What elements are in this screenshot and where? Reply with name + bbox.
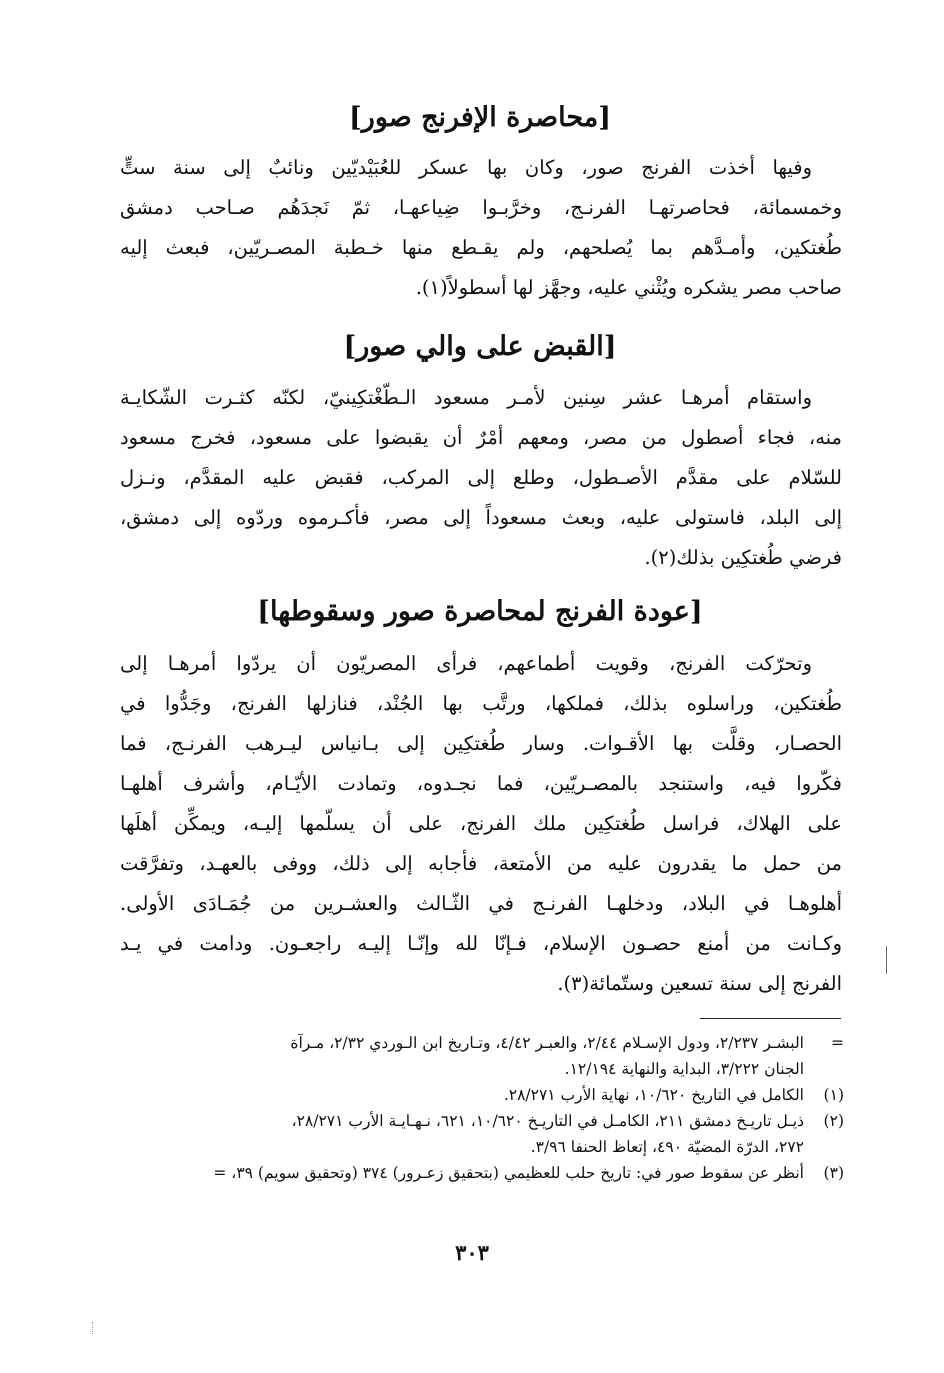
footnote-text: البشـر ٢/٢٣٧، ودول الإسـلام ٢/٤٤، والعبـر ٤/٤٢، وتـاريخ ابن الـوردي ٢/٣٢، مـرآة <box>290 1034 804 1052</box>
text-line: الفرنج إلى سنة تسعين وستّمائة(٣). <box>557 972 842 995</box>
section-heading-siege-of-tyre: [محاصرة الإفرنج صور] <box>349 102 611 133</box>
footnote-text: الجنان ٣/٢٢٢، البداية والنهاية ١٢/١٩٤. <box>564 1060 804 1078</box>
footnote-continuation <box>118 1030 844 1082</box>
footnote-1 <box>118 1082 844 1108</box>
footnote-text: أنظر عن سقوط صور في: تاريخ حلب للعظيمي (بتحقيق زعـرور) ٣٧٤ (وتحقيق سويم) ٣٩، = <box>213 1164 804 1182</box>
footnote-marker: (٢) <box>823 1112 844 1130</box>
footnote-2 <box>118 1108 844 1160</box>
footnote-marker: (١) <box>823 1086 844 1104</box>
footnote-3 <box>118 1160 844 1186</box>
text-line: طُغتكين، وأمـدَّهم بما يُصلحهم، ولم يقـطع منها خـطبة المصـريّين، فبعث إليه <box>120 236 842 259</box>
text-line: فرضي طُغتكِين بذلك(٢). <box>644 546 842 569</box>
text-line: منه، فجاء أصطول من مصر، ومعهم أمْرٌ أن يقبضوا على مسعود، فخرج مسعود <box>120 426 842 449</box>
text-line: طُغتكين، وراسلوه بذلك، فملكها، ورتَّب بها الجُنْد، فنازلها الفرنج، وجَدُّوا في <box>120 692 842 715</box>
paragraph-siege <box>120 148 842 308</box>
paragraph-fall <box>120 644 842 1004</box>
text-line: وتحرّكت الفرنج، وقويت أطماعهم، فرأى المصريّون أن يردّوا أمرهـا إلى <box>120 652 812 675</box>
footnote-marker: (٣) <box>823 1164 844 1182</box>
text-line: وكـانت من أمنع حصـون الإسلام، فـإنّا لله وإنّـا إليـه راجعـون. ودامت في يـد <box>120 932 842 955</box>
text-line: للسّلام على مقدَّم الأصـطول، وطلع إلى المركب، فقبض عليه المقدَّم، ونـزل <box>120 466 842 489</box>
section-heading-fall-of-tyre: [عودة الفرنج لمحاصرة صور وسقوطها] <box>257 596 703 627</box>
text-line: فكّروا فيه، واستنجد بالمصـريّين، فما نجـدوه، وتمادت الأيّـام، وأشرف أهلهـا <box>120 772 842 795</box>
page-number: ٣٠٣ <box>455 1240 489 1265</box>
text-line: وفيها أخذت الفرنج صور، وكان بها عسكر للعُبَيْديّين ونائبٌ إلى سنة ستٍّ <box>120 156 812 179</box>
footnotes <box>118 1030 844 1186</box>
scan-artifact <box>92 1322 97 1334</box>
footnote-text: ٢٧٢، الدرّة المضيّة ٤٩٠، إتعاظ الحنفا ٣/٩٦. <box>530 1138 804 1156</box>
text-line: الحصـار، وقلَّت بها الأقـوات. وسار طُغتكِين إلى بـانياس ليـرهب الفرنـج، فما <box>120 732 842 755</box>
section-heading-arrest-of-governor: [القبض على والي صور] <box>343 331 617 362</box>
text-line: صاحب مصر يشكره ويُثْني عليه، وجهَّز لها أسطولاً(١). <box>415 276 842 299</box>
margin-mark <box>886 946 887 974</box>
paragraph-arrest <box>120 378 842 578</box>
footnote-marker: = <box>831 1034 844 1052</box>
text-line: من حمل ما يقدرون عليه من الأمتعة، فأجابه إلى ذلك، ووفى بالعهـد، وتفرَّقت <box>120 852 842 875</box>
text-line: أهلوهـا في البلاد، ودخلهـا الفرنـج في الثّـالث والعشـرين من جُمَـادَى الأولى. <box>120 892 842 915</box>
text-line: على الهلاك، فراسل طُغتكِين ملك الفرنج، على أن يسلّمها إليـه، ويمكِّن أهلَها <box>120 812 842 835</box>
footnote-separator <box>700 1018 841 1019</box>
text-line: وخمسمائة، فحاصرتهـا الفرنـج، وخرَّبـوا ضِياعهـا، ثمّ نَجدَهُم صـاحب دمشق <box>120 196 842 219</box>
footnote-text: ذيـل تاريـخ دمشق ٢١١، الكامـل في التاريـخ ١٠/٦٢٠، ٦٢١، نـهـايـة الأرب ٢٨/٢٧١، <box>291 1112 804 1130</box>
text-line: إلى البلد، فاستولى عليه، وبعث مسعوداً إلى مصر، فأكـرموه وردّوه إلى دمشق، <box>120 506 842 529</box>
text-line: واستقام أمرهـا عشر سِنين لأمـر مسعود الـطّغْتكِينيّ، لكنّه كثـرت الشّكايـة <box>120 386 812 409</box>
footnote-text: الكامل في التاريخ ١٠/٦٢٠، نهاية الأرب ٢٨/٢٧١. <box>503 1086 804 1104</box>
